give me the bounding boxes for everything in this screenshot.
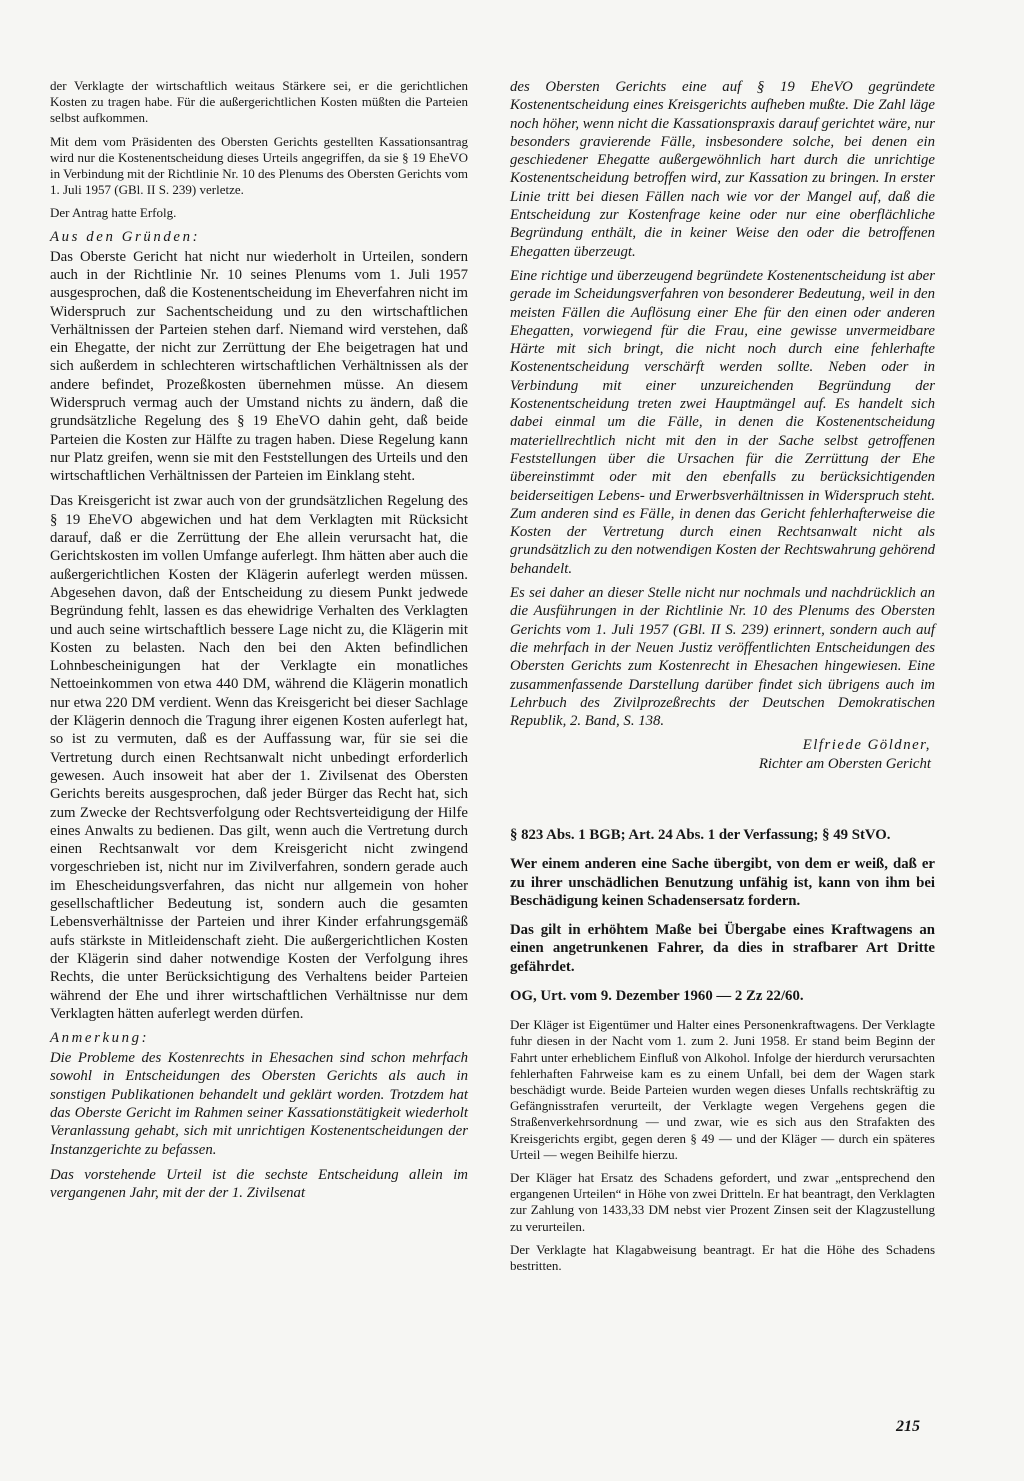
author-name: Elfriede Göldner,: [802, 737, 931, 754]
cassation-paragraph: Mit dem vom Präsidenten des Obersten Gerichts gestellten Kassationsantrag wird nur die Kostenentscheidung dieses Urteils angegriffen, da sie § 19 EheVO in Verbindung mit der Richtlinie Nr. 10 des Plenums des Obersten Gerichts vom 1. Juli 1957 (GBl. II S. 239) verletze.: [50, 133, 468, 198]
author-title: Richter am Obersten Gericht: [758, 756, 931, 773]
reasons-heading: Aus den Gründen:: [50, 228, 201, 245]
right-column: [510, 78, 935, 1281]
author-signature: [510, 736, 931, 774]
intro-paragraph: der Verklagte der wirtschaftlich weitaus Stärkere sei, er die gerichtlichen Kosten zu tragen habe. Für die außergerichtlichen Kosten müßten die Parteien selbst aufkommen.: [50, 78, 468, 126]
reasons-paragraph: Das Oberste Gericht hat nicht nur wiederholt in Urteilen, sondern auch in der Richtlinie Nr. 10 seines Plenums vom 1. Juli 1957 ausgesprochen, daß die Kostenentscheidung im Eheverfahren nicht im Widerspruch zur Sachentscheidung und zu den wirtschaftlichen Verhältnissen der Parteien stehen darf. Niemand wird verstehen, daß ein Ehegatte, der nicht zur Zerrüttung der Ehe beigetragen hat und sich außerdem in schlechteren wirtschaftlichen Verhältnissen als der andere befindet, Prozeßkosten übernehmen müsse. An diesem Widerspruch vermag auch der Umstand nichts zu ändern, daß die grundsätzliche Regelung des § 19 EheVO dahin geht, daß beide Parteien die Kosten zur Hälfte zu tragen haben. Diese Regelung kann nur Platz greifen, wenn sie mit den Feststellungen des Urteils und den wirtschaftlichen Verhältnissen der Parteien im Einklang steht.: [50, 248, 468, 485]
remark-paragraph: Die Probleme des Kostenrechts in Ehesachen sind schon mehrfach sowohl in Entscheidungen des Obersten Gerichts als auch in sonstigen Publikationen behandelt und geklärt worden. Trotzdem hat das Oberste Gericht im Rahmen seiner Kassationstätigkeit wiederholt Veranlassung gehabt, sich mit unrichtigen Kostenentscheidungen der Instanzgerichte zu befassen.: [50, 1050, 468, 1158]
facts-paragraph: Der Kläger hat Ersatz des Schadens gefordert, und zwar „entsprechend den ergangenen Urteilen“ in Höhe von zwei Dritteln. Er hat beantragt, den Verklagten zur Zahlung von 1433,33 DM nebst vier Prozent Zinsen seit der Klagzustellung zu verurteilen.: [510, 1169, 935, 1234]
facts-paragraph: Der Verklagte hat Klagabweisung beantragt. Er hat die Höhe des Schadens bestritten.: [510, 1241, 935, 1273]
remark-paragraph: Eine richtige und überzeugend begründete Kostenentscheidung ist aber gerade im Scheidungsverfahren von besonderer Bedeutung, weil in den meisten Fällen die Auflösung einer Ehe für den einen oder anderen Ehegatten, vorwiegend für die Frau, eine gewisse unvermeidbare Härte mit sich bringt, die nicht noch durch eine fehlerhafte Kostenentscheidung verschärft werden sollte. Neben oder in Verbindung mit einer unzureichenden Begründung der Kostenentscheidung treten zwei Hauptmängel auf. Es handelt sich dabei einmal um die Fälle, in denen die Kostenentscheidung materiellrechtlich nicht mit den in der Sache selbst getroffenen Feststellungen über die Ursachen für die Zerrüttung der Ehe übereinstimmt oder mit den ebenfalls zu berücksichtigenden beiderseitigen Lebens- und Erwerbsverhältnissen in Widerspruch steht. Zum anderen sind es Fälle, in denen das Gericht fehlerhafterweise die Kosten der Vertretung durch einen Rechtsanwalt nicht als grundsätzlich zu den notwendigen Kosten der Rechtswahrung gehörend behandelt.: [510, 267, 935, 577]
remark-heading: Anmerkung:: [50, 1030, 150, 1047]
facts-paragraph: Der Kläger ist Eigentümer und Halter eines Personenkraftwagens. Der Verklagte fuhr diesen in der Nacht vom 1. zum 2. Juni 1958. Er stand beim Beginn der Fahrt unter erheblichem Einfluß von Alkohol. Infolge der hierdurch verursachten fehlerhaften Fahrweise kam es zu einem Unfall, bei dem der Wagen stark beschädigt wurde. Beide Parteien wurden wegen dieses Unfalls rechtskräftig zu Gefängnisstrafen verurteilt, der Verklagte wegen Vergehens gegen die Straßenverkehrsordnung — und zwar, wie es sich aus den Strafakten des Kreisgerichts ergibt, gegen deren § 49 — und der Kläger — durch ein späteres Urteil — wegen Beihilfe hierzu.: [510, 1017, 935, 1162]
left-column: [50, 78, 468, 1209]
case-citation: OG, Urt. vom 9. Dezember 1960 — 2 Zz 22/60.: [510, 987, 804, 1004]
law-reference: § 823 Abs. 1 BGB; Art. 24 Abs. 1 der Verfassung; § 49 StVO.: [510, 827, 891, 844]
reasons-paragraph: Das Kreisgericht ist zwar auch von der grundsätzlichen Regelung des § 19 EheVO abgewichen und hat dem Verklagten mit Rücksicht darauf, daß er die Zerrüttung der Ehe allein verursacht hat, die Gerichtskosten im vollen Umfange auferlegt. Ihm hätten aber auch die außergerichtlichen Kosten der Klägerin auferlegt werden müssen. Abgesehen davon, daß der Entscheidung zu diesem Punkt jedwede Begründung fehlt, lassen es das ehewidrige Verhalten des Verklagten und auch seine wirtschaftlich bessere Lage nicht zu, die Klägerin mit Kosten zu belasten. Nach den bei den Akten befindlichen Lohnbescheinigungen hat der Verklagte ein monatliches Nettoeinkommen von etwa 440 DM, während die Klägerin monatlich nur etwa 220 DM verdient. Wenn das Kreisgericht bei dieser Sachlage der Klägerin dennoch die Tragung ihrer eigenen Kosten auferlegt hat, so ist zu vermuten, daß es der Auffassung war, für sie sei die Vertretung durch einen Rechtsanwalt nicht unbedingt erforderlich gewesen. Auch insoweit hat aber der 1. Zivilsenat des Obersten Gerichts bereits ausgesprochen, daß jeder Bürger das Recht hat, sich zum Zwecke der Rechtsverfolgung oder Rechtsverteidigung der Hilfe eines Anwalts zu bedienen. Das gilt, wenn auch die Vertretung durch einen Rechtsanwalt vor dem Kreisgericht nicht zwingend vorgeschrieben ist, nicht nur im Zivilverfahren, sondern gerade auch im Ehescheidungsverfahren, das nicht nur allgemein von hoher gesellschaftlicher Bedeutung ist, sondern auch die gesamten Lebensverhältnisse der Parteien und ihrer Kinder erfahrungsgemäß aufs stärkste in Mitleidenschaft zieht. Die außergerichtlichen Kosten der Klägerin sind daher notwendige Kosten der Verfolgung ihres Rechts, die unter Berücksichtigung des Verhaltens beider Parteien während der Ehe und ihrer wirtschaftlichen Verhältnisse nur dem Verklagten hätten auferlegt werden dürfen.: [50, 493, 468, 1022]
headnote: Wer einem anderen eine Sache übergibt, von dem er weiß, daß er zu ihrer unschädlichen Benutzung unfähig ist, kann von ihm bei Beschädigung keinen Schadensersatz fordern.: [510, 855, 935, 910]
page-number: 215: [896, 1418, 920, 1435]
headnote: Das gilt in erhöhtem Maße bei Übergabe eines Kraftwagens an einen angetrunkenen Fahrer, da dies in strafbarer Art Dritte gefährdet.: [510, 921, 935, 975]
remark-paragraph: Es sei daher an dieser Stelle nicht nur nochmals und nachdrücklich an die Ausführungen in der Richtlinie Nr. 10 des Plenums des Obersten Gerichts vom 1. Juli 1957 (GBl. II S. 239) erinnert, sondern auch auf die mehrfach in der Neuen Justiz veröffentlichten Entscheidungen des Obersten Gerichts zum Kostenrecht in Ehesachen hingewiesen. Eine zusammenfassende Darstellung darüber findet sich übrigens auch im Lehrbuch des Zivilprozeßrechts der Deutschen Demokratischen Republik, 2. Band, S. 138.: [510, 585, 935, 730]
remark-paragraph-continued: des Obersten Gerichts eine auf § 19 EheVO gegründete Kostenentscheidung eines Kreisgerichts aufheben mußte. Die Zahl läge noch höher, wenn nicht die Kassationspraxis darauf gerichtet wäre, nur besonders gravierende Fälle, insbesondere solche, bei denen ein geschiedener Ehegatte außergewöhnlich hart durch die unrichtige Kostenentscheidung betroffen wird, zur Kassation zu bringen. In erster Linie tritt bei diesen Fällen nach wie vor der Mangel auf, daß die Entscheidung zur Kostenfrage keine oder nur eine oberflächliche Begründung enthält, die in keiner Weise den oder die betroffenen Ehegatten überzeugt.: [510, 79, 935, 260]
result-paragraph: Der Antrag hatte Erfolg.: [50, 205, 177, 221]
remark-paragraph: Das vorstehende Urteil ist die sechste Entscheidung allein im vergangenen Jahr, mit der der 1. Zivilsenat: [50, 1166, 468, 1202]
